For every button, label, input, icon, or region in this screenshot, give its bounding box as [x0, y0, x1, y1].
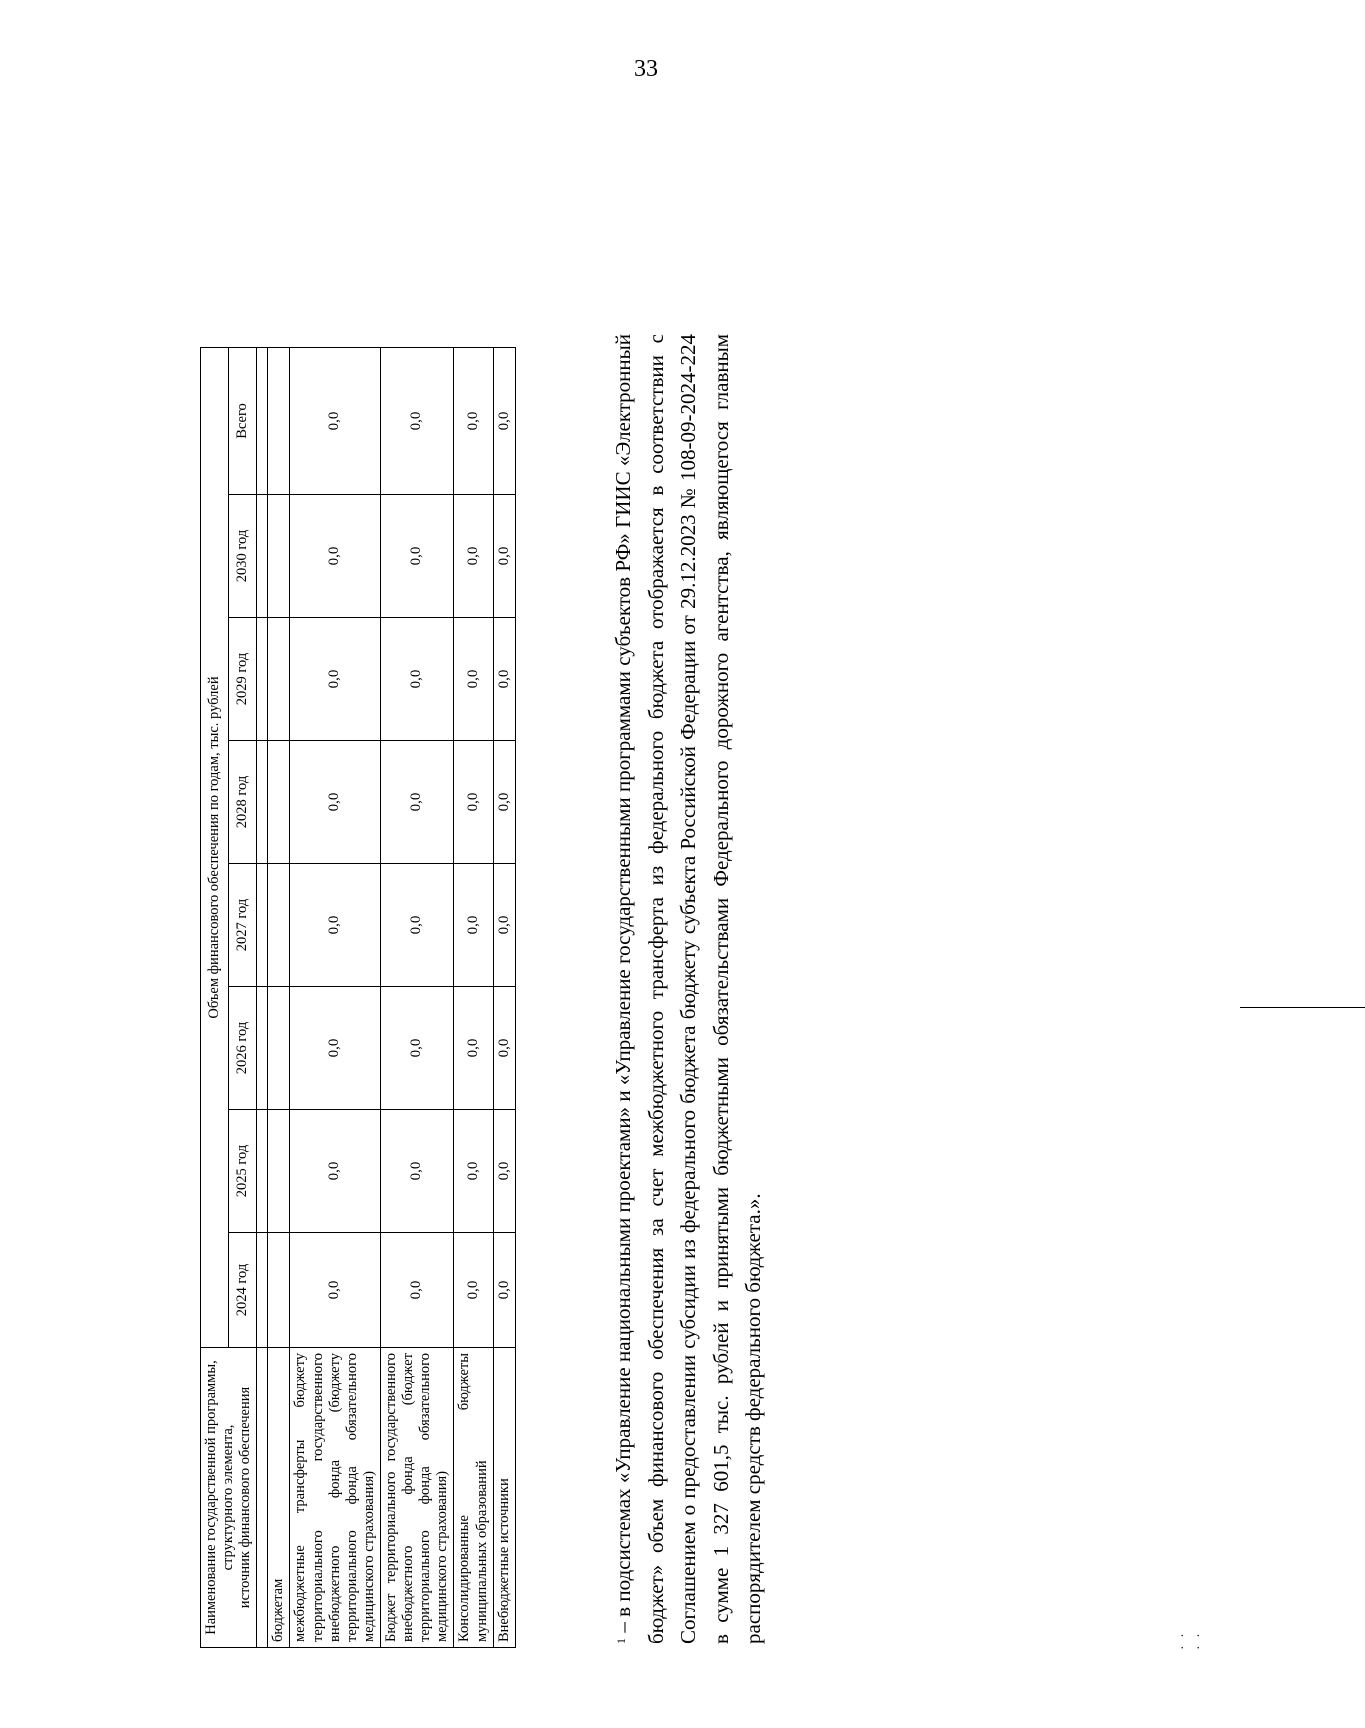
row-source-name: Бюджет территориального государственного внебюджетного фонда (бюджет территориального фонда обязательного медицинского страхования)	[380, 1348, 453, 1648]
financing-table	[200, 347, 516, 1648]
row-year-value	[268, 495, 290, 618]
row-year-value	[268, 618, 290, 741]
year-header-2024: 2024 год	[229, 1233, 257, 1348]
year-header-2027: 2027 год	[229, 864, 257, 987]
year-header-2028: 2028 год	[229, 741, 257, 864]
row-year-value: 0,0	[380, 1233, 453, 1348]
name-header-line-1: Наименование государственной программы,	[203, 1360, 219, 1635]
table-row	[454, 347, 493, 1647]
row-year-value: 0,0	[380, 1110, 453, 1233]
year-header-2025: 2025 год	[229, 1110, 257, 1233]
year-header-2030: 2030 год	[229, 495, 257, 618]
row-year-value: 0,0	[290, 1110, 381, 1233]
row-year-value: 0,0	[493, 618, 516, 741]
year-header-2026: 2026 год	[229, 987, 257, 1110]
table-body	[268, 347, 516, 1647]
footnote-text: – в подсистемах «Управление национальными проектами» и «Управление государственными программами субъектов РФ» ГИИС «Электронный бюджет» объем финансового обеспечения за счет межбюджетного трансферта из федерального бюджета отображается в соответствии с Соглашением о предоставлении субсидии из федерального бюджета бюджету субъекта Российской Федерации от 29.12.2023 № 108-09-2024-224 в сумме 1 327 601,5 тыс. рублей и принятыми бюджетными обязательствами Федерального дорожного агентства, являющегося главным распорядителем средств федерального бюджета.».	[611, 334, 766, 1644]
row-total-value: 0,0	[454, 347, 493, 494]
name-column-header	[201, 1348, 257, 1648]
row-source-name: межбюджетные трансферты бюджету территориального государственного внебюджетного фонда (бюджету территориального фонда обязательного медицинского страхования)	[290, 1348, 381, 1648]
volume-group-header: Объем финансового обеспечения по годам, тыс. рублей	[201, 347, 229, 1347]
footnote-marker: 1	[614, 1638, 628, 1644]
row-year-value: 0,0	[493, 741, 516, 864]
row-year-value: 0,0	[493, 495, 516, 618]
row-year-value: 0,0	[493, 864, 516, 987]
row-total-value	[268, 347, 290, 494]
row-year-value: 0,0	[380, 987, 453, 1110]
table-row	[268, 347, 290, 1647]
row-year-value: 0,0	[290, 864, 381, 987]
row-year-value: 0,0	[493, 1233, 516, 1348]
row-year-value: 0,0	[454, 618, 493, 741]
row-year-value	[268, 864, 290, 987]
separator-rule	[1240, 1007, 1365, 1008]
row-source-name: Консолидированные бюджеты муниципальных образований	[454, 1348, 493, 1648]
row-year-value: 0,0	[380, 495, 453, 618]
row-year-value: 0,0	[454, 495, 493, 618]
row-year-value: 0,0	[290, 987, 381, 1110]
row-year-value: 0,0	[493, 1110, 516, 1233]
row-year-value: 0,0	[493, 987, 516, 1110]
row-year-value: 0,0	[380, 741, 453, 864]
row-year-value: 0,0	[454, 864, 493, 987]
row-total-value: 0,0	[493, 347, 516, 494]
year-header-2029: 2029 год	[229, 618, 257, 741]
row-total-value: 0,0	[290, 347, 381, 494]
page-number: 33	[634, 56, 658, 82]
scan-artifact: · · · ·	[1176, 1631, 1207, 1650]
row-year-value: 0,0	[454, 987, 493, 1110]
row-year-value	[268, 987, 290, 1110]
table-row	[493, 347, 516, 1647]
row-year-value: 0,0	[380, 618, 453, 741]
row-year-value	[268, 1233, 290, 1348]
row-source-name: бюджетам	[268, 1348, 290, 1648]
row-year-value: 0,0	[380, 864, 453, 987]
table-header-row	[201, 347, 229, 1647]
rotated-page-content	[0, 188, 1100, 1728]
table-row	[380, 347, 453, 1647]
row-total-value: 0,0	[380, 347, 453, 494]
total-header: Всего	[229, 347, 257, 494]
row-year-value: 0,0	[454, 1110, 493, 1233]
row-year-value: 0,0	[290, 495, 381, 618]
row-source-name: Внебюджетные источники	[493, 1348, 516, 1648]
row-year-value: 0,0	[454, 1233, 493, 1348]
row-year-value: 0,0	[290, 618, 381, 741]
row-year-value: 0,0	[454, 741, 493, 864]
row-year-value: 0,0	[290, 741, 381, 864]
footnote	[607, 334, 770, 1644]
header-spacer-row	[257, 347, 268, 1647]
name-header-line-3: источник финансового обеспечения	[237, 1386, 254, 1609]
row-year-value	[268, 741, 290, 864]
row-year-value: 0,0	[290, 1233, 381, 1348]
table-row	[290, 347, 381, 1647]
name-header-line-2: структурного элемента,	[220, 1424, 237, 1571]
row-year-value	[268, 1110, 290, 1233]
